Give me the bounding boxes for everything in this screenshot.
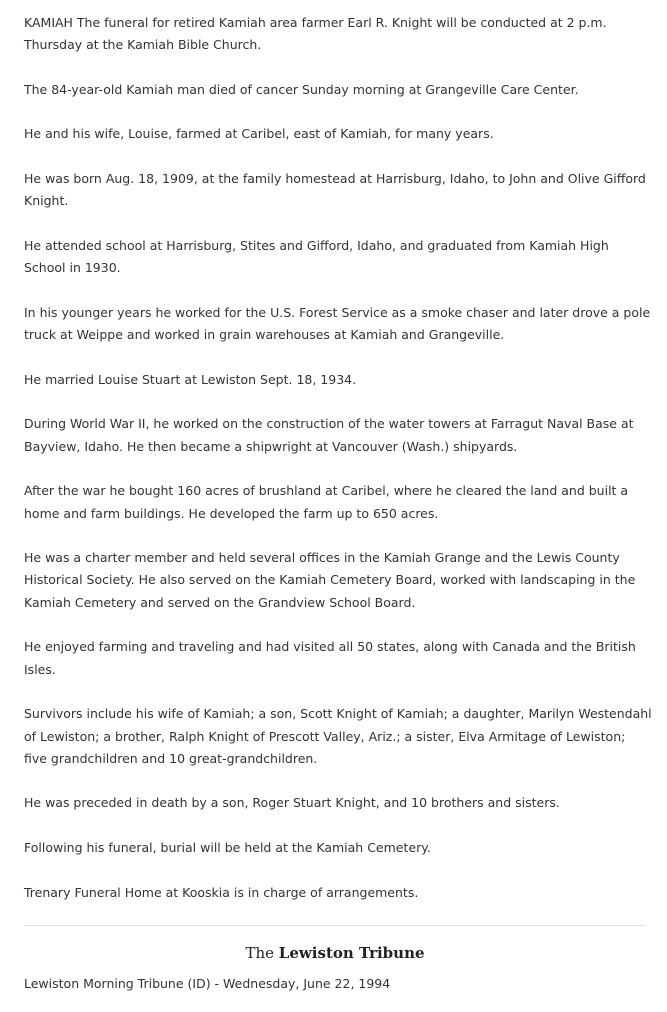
paragraph: During World War II, he worked on the construction of the water towers at Farragut Naval Base at Bayview, Idaho. He then became a shipwright at Vancouver (Wash.) shipyards. [24,416,634,454]
paragraph: After the war he bought 160 acres of brushland at Caribel, where he cleared the land and built a home and farm buildings. He developed the farm up to 650 acres. [24,483,629,521]
footer-divider [24,925,646,926]
logo-prefix: The [245,944,275,962]
paragraph: KAMIAH The funeral for retired Kamiah area farmer Earl R. Knight will be conducted at 2 p.m. Thursday at the Kamiah Bible Church. [24,15,607,53]
paragraph: In his younger years he worked for the U.S. Forest Service as a smoke chaser and later drove a pole truck at Weippe and worked in grain warehouses at Kamiah and Grangeville. [24,304,651,343]
logo-name: Lewiston Tribune [278,944,425,962]
source-line: Lewiston Morning Tribune (ID) - Wednesday, June 22, 1994 [24,976,391,991]
paragraph: He and his wife, Louise, farmed at Caribel, east of Kamiah, for many years. [24,126,494,142]
paragraph: He married Louise Stuart at Lewiston Sept. 18, 1934. [24,371,357,387]
paragraph: He was a charter member and held several offices in the Kamiah Grange and the Lewis County Historical Society. He also served on the Kamiah Cemetery Board, worked with landscaping in the Kamiah Cemetery and served on the Grandview School Board. [24,550,636,610]
publication-logo [24,942,646,964]
paragraph: He attended school at Harrisburg, Stites and Gifford, Idaho, and graduated from Kamiah High School in 1930. [24,237,609,276]
paragraph: Following his funeral, burial will be held at the Kamiah Cemetery. [24,839,431,855]
paragraph: He was born Aug. 18, 1909, at the family homestead at Harrisburg, Idaho, to John and Olive Gifford Knight. [24,171,646,209]
article-body [24,12,652,926]
paragraph: Survivors include his wife of Kamiah; a son, Scott Knight of Kamiah; a daughter, Marilyn Westendahl of Lewiston; a brother, Ralph Knight of Prescott Valley, Ariz.; a sister, Elva Armitage of Lewiston; five grandchildren and 10 great-grandchildren. [24,706,652,766]
paragraph: He enjoyed farming and traveling and had visited all 50 states, along with Canada and the British Isles. [24,639,636,677]
paragraph: The 84-year-old Kamiah man died of cancer Sunday morning at Grangeville Care Center. [24,81,579,97]
paragraph: Trenary Funeral Home at Kooskia is in charge of arrangements. [24,884,419,900]
paragraph: He was preceded in death by a son, Roger Stuart Knight, and 10 brothers and sisters. [24,795,560,811]
